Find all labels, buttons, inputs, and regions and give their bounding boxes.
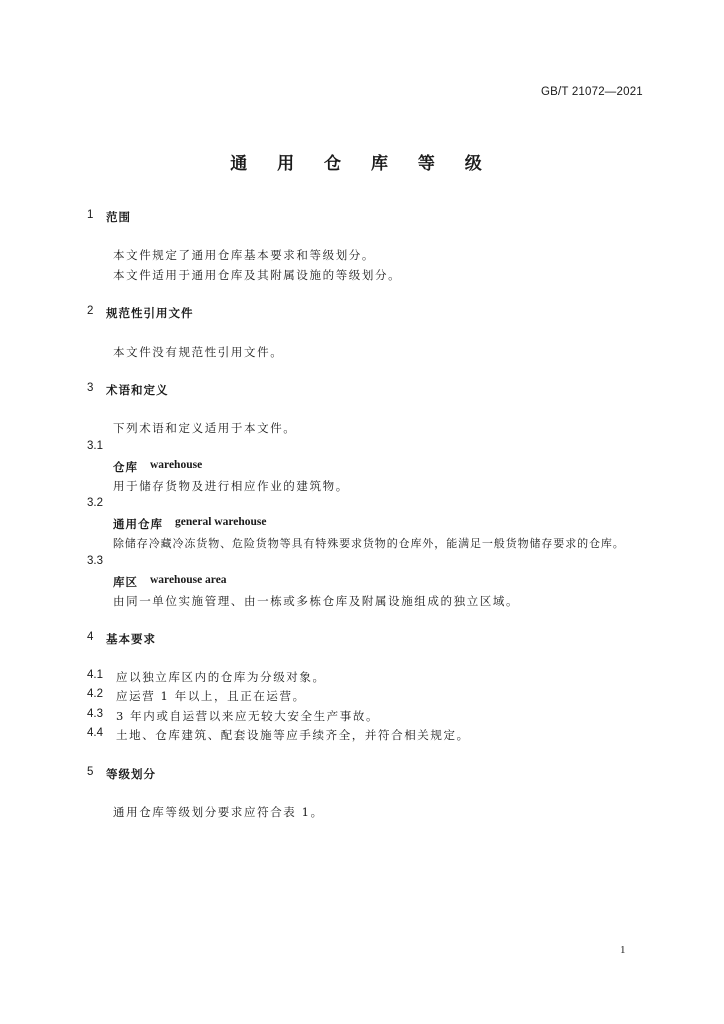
term-3-2-number: 3.2 — [87, 497, 103, 509]
section-4-heading: 基本要求 — [106, 632, 156, 646]
term-3-2-definition: 除储存冷藏冷冻货物、危险货物等具有特殊要求货物的仓库外，能满足一般货物储存要求的仓库。 — [113, 537, 625, 550]
term-3-3-definition: 由同一单位实施管理、由一栋或多栋仓库及附属设施组成的独立区域。 — [113, 594, 520, 608]
term-3-2-chinese: 通用仓库 — [113, 517, 163, 531]
standard-code: GB/T 21072—2021 — [541, 86, 643, 98]
section-2-para-1: 本文件没有规范性引用文件。 — [113, 345, 284, 359]
term-3-1-definition: 用于储存货物及进行相应作业的建筑物。 — [113, 479, 349, 493]
term-3-2-english: general warehouse — [175, 516, 267, 528]
term-3-3-chinese: 库区 — [113, 575, 138, 589]
term-3-1-english: warehouse — [150, 459, 203, 471]
section-1-para-1: 本文件规定了通用仓库基本要求和等级划分。 — [113, 248, 375, 262]
section-3-heading: 术语和定义 — [106, 383, 169, 397]
clause-4-1-number: 4.1 — [87, 669, 103, 681]
section-1-number: 1 — [87, 209, 94, 221]
section-2-heading: 规范性引用文件 — [106, 306, 194, 320]
section-1-para-2: 本文件适用于通用仓库及其附属设施的等级划分。 — [113, 268, 402, 282]
clause-4-4-number: 4.4 — [87, 727, 103, 739]
section-5-number: 5 — [87, 766, 94, 778]
clause-4-2-text: 应运营 1 年以上，且正在运营。 — [116, 689, 306, 703]
term-3-1-chinese: 仓库 — [113, 460, 138, 474]
clause-4-4-text: 土地、仓库建筑、配套设施等应手续齐全，并符合相关规定。 — [116, 728, 470, 742]
section-5-heading: 等级划分 — [106, 767, 156, 781]
page-number: 1 — [620, 944, 626, 956]
clause-4-3-number: 4.3 — [87, 708, 103, 720]
clause-4-1-text: 应以独立库区内的仓库为分级对象。 — [116, 670, 326, 684]
term-3-1-number: 3.1 — [87, 440, 103, 452]
section-3-para-1: 下列术语和定义适用于本文件。 — [113, 421, 297, 435]
term-3-3-english: warehouse area — [150, 574, 227, 586]
section-1-heading: 范围 — [106, 210, 131, 224]
clause-4-2-number: 4.2 — [87, 688, 103, 700]
section-4-number: 4 — [87, 631, 94, 643]
section-5-para-1: 通用仓库等级划分要求应符合表 1。 — [113, 805, 324, 819]
term-3-3-number: 3.3 — [87, 555, 103, 567]
section-3-number: 3 — [87, 382, 94, 394]
document-title: 通 用 仓 库 等 级 — [230, 154, 494, 174]
section-2-number: 2 — [87, 305, 94, 317]
clause-4-3-text: 3 年内或自运营以来应无较大安全生产事故。 — [116, 709, 380, 723]
